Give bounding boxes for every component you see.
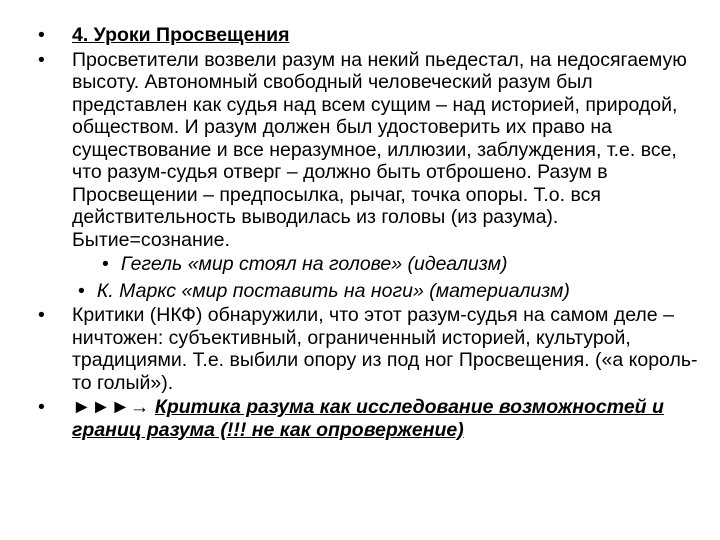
arrow-icons: ►►►→ — [72, 396, 150, 418]
bullet-icon: • — [38, 48, 45, 71]
paragraph-critics: Критики (НКФ) обнаружили, что этот разум-судья на самом деле – ничтожен: субъективный, ограниченный историей, культурой, традициями. Т.е. выбили опору из под ног Просвещения. («а король-то голый»). — [72, 304, 698, 394]
bullet-icon: • — [38, 24, 45, 46]
list-item-critics — [38, 304, 708, 394]
sub-item-hegel — [38, 253, 708, 276]
paragraph-enlightenment: Просветители возвели разум на некий пьедестал, на недосягаемую высоту. Автономный свободный человеческий разум был представлен как судья над всем сущим – над историей, природой, обществом. И разум должен был удостоверить их право на существование и все неразумное, иллюзии, заблуждения, т.е. все, что разум-судья отверг – должно быть отброшено. Разум в Просвещении – предпосылка, рычаг, точка опоры. Т.о. вся действительность выводилась из головы (из разума). Бытие=сознание. — [72, 48, 687, 251]
sub-item-marx-text: К. Маркс «мир поставить на ноги» (материализм) — [96, 279, 570, 302]
bullet-icon: • — [38, 396, 45, 418]
list-item-conclusion — [38, 396, 708, 441]
list-item-heading — [38, 24, 708, 47]
conclusion-text: Критика разума как исследование возможностей и границ разума (!!! не как опровержение) — [72, 396, 664, 441]
bullet-list — [38, 24, 708, 441]
sub-item-hegel-text: Гегель «мир стоял на голове» (идеализм) — [120, 253, 508, 275]
bullet-icon: • — [38, 304, 45, 326]
list-item-enlightenment — [38, 49, 708, 252]
section-heading: 4. Уроки Просвещения — [72, 24, 290, 46]
sub-item-marx — [38, 280, 708, 303]
bullet-icon: • — [102, 253, 109, 275]
bullet-icon: • — [78, 279, 85, 302]
